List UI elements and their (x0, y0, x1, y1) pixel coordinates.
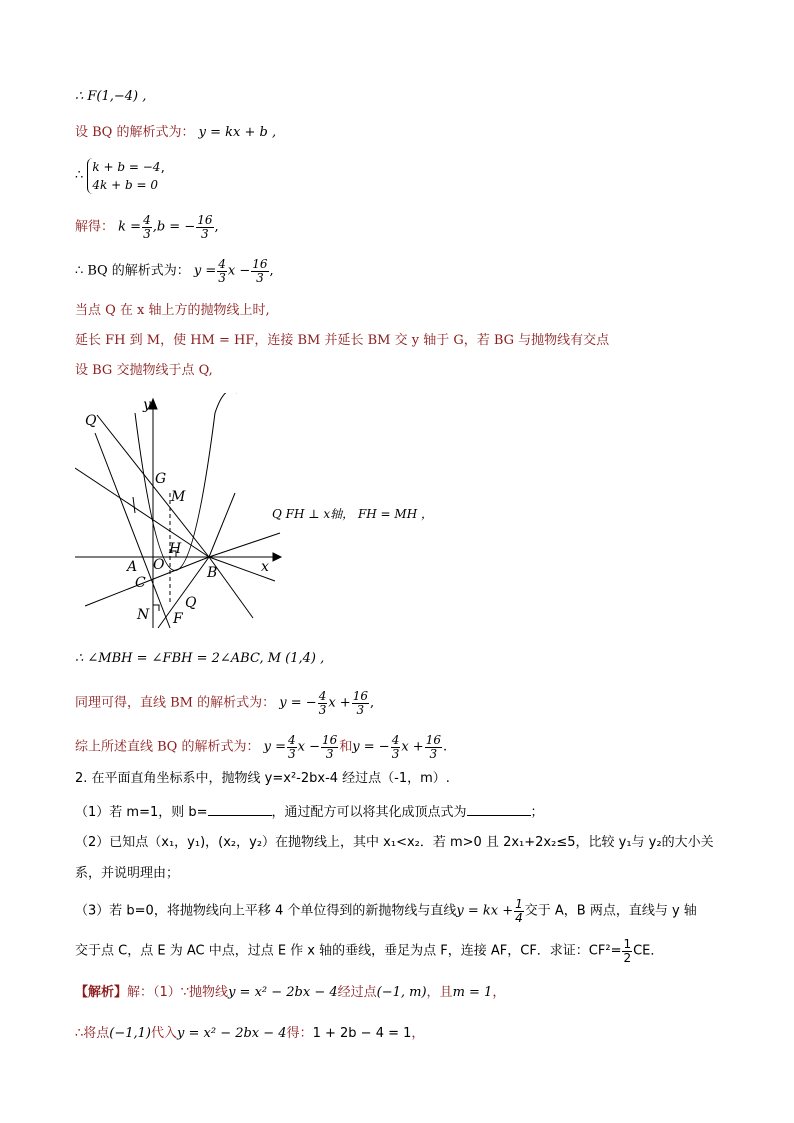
solved-label: 解得： (75, 219, 115, 235)
summary-x1: x − (297, 739, 320, 755)
summary-x2: x + (401, 739, 424, 755)
frac-16-3d: $\frac{16}{3}$ (322, 733, 338, 761)
solution-a: 解：（1）∵抛物线 (127, 985, 229, 1000)
solution-pt: (−1, m) (376, 985, 427, 1000)
part3-d: CE． (633, 943, 664, 959)
question-part1 (75, 803, 544, 822)
last-b: 代入 (151, 1026, 178, 1041)
bq-result-label: ∴ BQ 的解析式为： (75, 263, 190, 279)
frac-4-3e: $\frac{4}{3}$ (391, 733, 400, 761)
last-pt: (−1,1) (109, 1026, 151, 1041)
bm-result-y: y = − (279, 695, 317, 711)
angle-text: ∴ ∠MBH = ∠FBH = 2∠ABC, M (1,4) , (75, 651, 325, 666)
frac-1-4: $\frac{1}{4}$ (515, 897, 523, 925)
line-system: ∴ k + b = −4 4k + b = 0 ’ (75, 160, 165, 192)
bg-intersect-text: 设 BG 交抛物线于点 Q, (75, 363, 213, 378)
line-case-above (75, 302, 270, 320)
line-b-right1 (209, 533, 280, 557)
solution-b: 经过点 (337, 985, 377, 1000)
equation-system (87, 158, 160, 194)
question-part2-line1 (75, 834, 714, 852)
bm-result-x: x + (328, 695, 351, 711)
part1-b: ，通过配方可以将其化成顶点式为 (271, 805, 467, 820)
solution-eq: y = x² − 2bx − 4 (228, 985, 338, 1000)
line-bm-result: 同理可得，直线 BM 的解析式为： y = − $\frac{4}{3}$ x + $\frac{16}{3}$ , (75, 689, 375, 717)
line-extend-fh (75, 332, 609, 350)
label-b: B (207, 565, 218, 581)
label-q-bottom: Q (185, 595, 197, 611)
parabola-figure (75, 393, 285, 633)
solution-d: ， (492, 985, 506, 1000)
last-e: ， (411, 1026, 425, 1041)
answer-blank-vertex[interactable] (467, 803, 531, 816)
line-solved: 解得： k = $\frac{4}{3}$ ,b = − $\frac{16}{3}$ , (75, 213, 219, 241)
right-angle-n (153, 605, 159, 611)
part1-c: ； (530, 805, 544, 820)
part2-b: 系，并说明理由； (75, 866, 180, 881)
line-bq-setup (75, 124, 276, 142)
summary-y2: y = − (352, 739, 390, 755)
case-above-text: 当点 Q 在 x 轴上方的抛物线上时, (75, 303, 270, 318)
label-c: C (135, 575, 146, 591)
side-note (272, 505, 433, 523)
line-b-right4 (209, 493, 235, 557)
frac-4-3: $\frac{4}{3}$ (143, 213, 151, 241)
system-eq2: 4k + b = 0 (92, 178, 159, 192)
line-summary: 综上所述直线 BQ 的解析式为： y = $\frac{4}{3}$ x − $\frac{16}{3}$ 和y = − $\frac{4}{3}$ x + $\frac{16}{3}$ . (75, 733, 448, 761)
label-o: O (153, 557, 165, 573)
bq-result-x: x − (227, 263, 251, 279)
extend-fh-text: 延长 FH 到 M，使 HM = HF，连接 BM 并延长 BM 交 y 轴于 G，若 BG 与抛物线有交点 (75, 333, 610, 348)
question-part3-line1 (75, 898, 697, 925)
therefore-symbol: ∴ (75, 168, 84, 183)
line-f-point (75, 88, 146, 106)
frac-4-3d: $\frac{4}{3}$ (288, 733, 296, 761)
summary-label: 综上所述直线 BQ 的解析式为： (75, 739, 260, 755)
frac-16-3b: $\frac{16}{3}$ (252, 257, 268, 285)
label-g: G (155, 471, 167, 487)
part3-a: （3）若 b=0，将抛物线向上平移 4 个单位得到的新抛物线与直线 (75, 903, 457, 919)
last-eq: y = x² − 2bx − 4 (177, 1026, 287, 1041)
f-point-text: ∴ F(1,−4) , (75, 89, 147, 104)
side-note-text: Q FH ⊥ x轴， FH = MH ， (272, 507, 433, 521)
label-f: F (173, 611, 183, 627)
question-part3-line2 (75, 938, 663, 965)
bq-result-y: y = (193, 263, 217, 279)
question-title-text: 2. 在平面直角坐标系中，抛物线 y=x²-2bx-4 经过点（-1，m）. (75, 771, 450, 786)
answer-blank-b[interactable] (208, 803, 272, 816)
parabola-curve (135, 393, 237, 571)
bq-setup-text: 设 BQ 的解析式为： (75, 125, 195, 140)
solution-line1 (75, 984, 505, 1002)
line-bg-intersect (75, 362, 213, 380)
line-angle (75, 650, 324, 668)
x-axis-arrow (273, 553, 281, 561)
label-a: A (127, 559, 138, 575)
line-bq-result: ∴ BQ 的解析式为： y = $\frac{4}{3}$ x − $\frac{16}{3}$ , (75, 257, 274, 285)
solution-tag: 【解析】 (75, 985, 128, 1000)
solution-c: ，且 (426, 985, 453, 1000)
question-part2-line2 (75, 865, 179, 883)
part3-c: 交于点 C，点 E 为 AC 中点，过点 E 作 x 轴的垂线，垂足为点 F，连接 AF，CF．求证：CF²= (75, 943, 622, 959)
label-n: N (137, 607, 150, 623)
line-aq (95, 433, 170, 628)
last-d: 1 + 2b − 4 = 1 (312, 1026, 412, 1041)
bq-setup-eq: y = kx + b , (198, 125, 277, 140)
frac-16-3e: $\frac{16}{3}$ (425, 733, 441, 761)
last-a: ∴将点 (75, 1026, 110, 1041)
part3-b: 交于 A，B 两点，直线与 y 轴 (524, 903, 697, 919)
label-h: H (169, 541, 182, 557)
label-x: x (261, 559, 269, 575)
last-c: 得： (286, 1026, 313, 1041)
frac-4-3b: $\frac{4}{3}$ (218, 257, 226, 285)
solution-m: m = 1 (452, 985, 493, 1000)
solution-line2 (75, 1025, 424, 1043)
part2-a: （2）已知点（x₁，y₁)，(x₂，y₂）在抛物线上，其中 x₁<x₂．若 m>0 且 2x₁+2x₂≤5，比较 y₁与 y₂的大小关 (75, 835, 714, 850)
label-y: y (143, 397, 151, 413)
label-q-top: Q (85, 413, 97, 429)
frac-4-3c: $\frac{4}{3}$ (318, 689, 327, 717)
line-bg (75, 468, 209, 557)
part1-a: （1）若 m=1，则 b= (75, 805, 208, 820)
frac-16-3c: $\frac{16}{3}$ (352, 689, 368, 717)
frac-1-2: $\frac{1}{2}$ (623, 937, 632, 965)
solved-k: k = (118, 219, 142, 235)
label-m: M (171, 489, 186, 505)
solved-b: ,b = − (152, 219, 196, 235)
summary-y1: y = (263, 739, 286, 755)
summary-and: 和 (339, 739, 353, 755)
question-title (75, 770, 450, 788)
bm-result-label: 同理可得，直线 BM 的解析式为： (75, 695, 276, 711)
frac-16-3: $\frac{16}{3}$ (197, 213, 213, 241)
part3-eq: y = kx + (456, 903, 514, 919)
system-eq1: k + b = −4 (92, 160, 161, 174)
